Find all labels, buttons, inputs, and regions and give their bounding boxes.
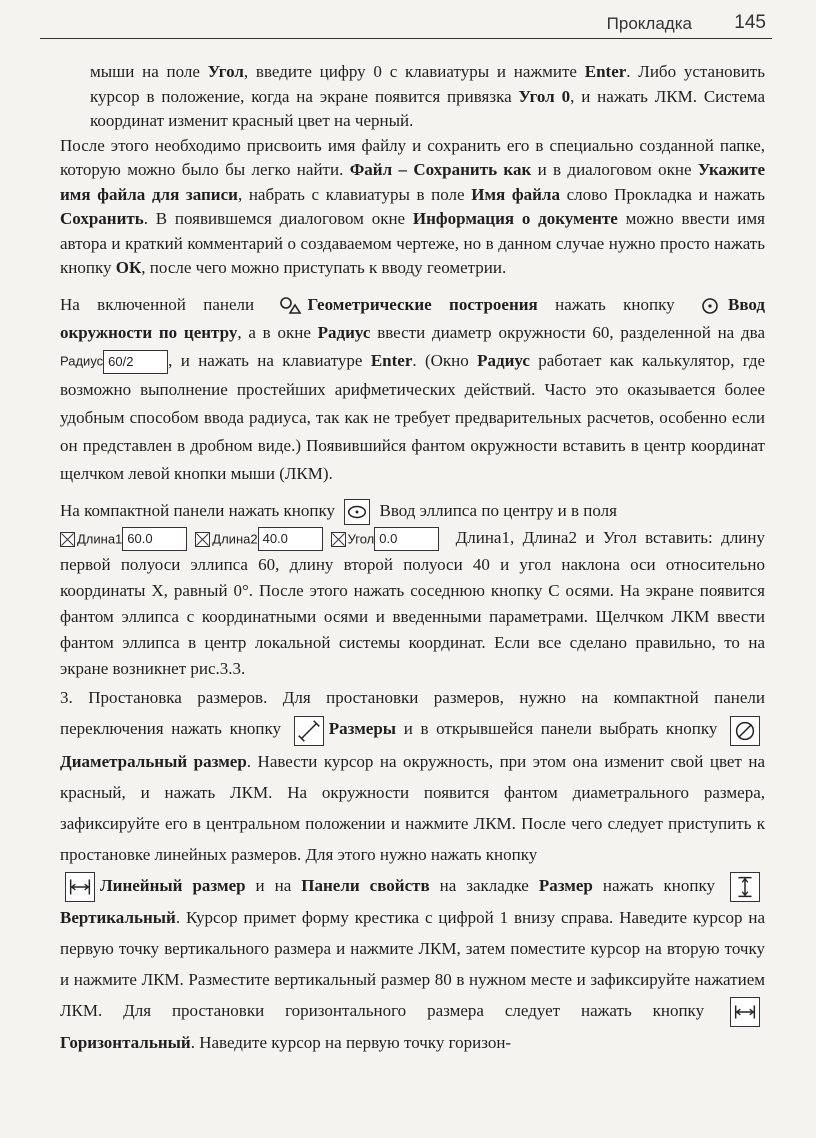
geometry-panel-icon <box>277 293 303 319</box>
angle-field: Угол 0.0 <box>331 526 440 553</box>
radius-input[interactable]: 60/2 <box>103 350 168 374</box>
vertical-dimension-icon <box>730 872 760 902</box>
diameter-dimension-icon <box>730 716 760 746</box>
paragraph-2: После этого необходимо присвоить имя файлу и сохранить его в специально созданной папке, которую можно было бы легко найти. Файл – Сохранить как и в диалоговом окне Укажите имя файла для записи, набрать с клавиатуры в поле Имя файла слово Прокладка и нажать Сохранить. В появившемся диалоговом окне Информация о документе можно ввести имя автора и краткий комментарий о создаваемом чертеже, но в данном случае нужно просто нажать кнопку ОК, после чего можно приступать к вводу геометрии. <box>60 135 765 277</box>
linear-dimension-icon <box>65 872 95 902</box>
length1-input[interactable]: 60.0 <box>122 527 187 551</box>
length2-checkbox[interactable] <box>195 532 210 547</box>
length2-input[interactable]: 40.0 <box>258 527 323 551</box>
length2-field: Длина2 40.0 <box>195 526 322 553</box>
horizontal-dimension-icon <box>730 997 760 1027</box>
ellipse-center-icon <box>344 499 370 525</box>
page-body <box>60 60 765 1058</box>
length1-field: Длина1 60.0 <box>60 526 187 553</box>
angle-input[interactable]: 0.0 <box>374 527 439 551</box>
angle-checkbox[interactable] <box>331 532 346 547</box>
paragraph-1: мыши на поле Угол, введите цифру 0 с клавиатуры и нажмите Enter. Либо установить курсор в положение, когда на экране появится привязка Угол 0, и нажать ЛКМ. Система координат изменит красный цвет на черный. <box>90 62 765 130</box>
radius-field: Радиус 60/2 <box>60 347 168 376</box>
running-title: Прокладка <box>606 14 692 33</box>
paragraph-3: На включенной панели Геометрические построения нажать кнопку Ввод окружности по центру, а в окне Радиус ввести диаметр окружности 60, разделенной на два Радиус 60/2 , и нажать на клавиатуре Enter. (Окно Радиус работает как калькулятор, где возможно выполнение простейших арифметических действий. Часто это оказывается более удобным способом ввода радиуса, так как не требует предварительных расчетов, особенно если он представлен в дробном виде.) Появившийся фантом окружности вставить в центр координат щелчком левой кнопки мыши (ЛКМ). <box>60 294 766 483</box>
dimensions-icon <box>294 716 324 746</box>
circle-center-icon <box>697 293 723 319</box>
page-number: 145 <box>734 12 766 33</box>
page-header <box>40 8 772 39</box>
paragraph-4: На компактной панели нажать кнопку Ввод эллипса по центру и в поля Длина1 60.0 Длина2 40.0 Угол 0.0 Длина1, Длина2 и Угол вставить: длину первой полуоси эллипса 60, длину второй полуоси 40 и угол наклона оси относительно координаты X, равный 0°. После этого нажать соседнюю кнопку С осями. На экране появится фантом эллипса с координатными осями и введенными параметрами. Щелчком ЛКМ ввести фантом эллипса в центр локальной системы координат. Если все сделано правильно, то на экране возникнет рис.3.3. <box>60 500 765 679</box>
length1-checkbox[interactable] <box>60 532 75 547</box>
paragraph-5: 3. Простановка размеров. Для простановки размеров, нужно на компактной панели переключения нажать кнопку Размеры и в открывшейся панели выбрать кнопку Диаметральный размер. Навести курсор на окружность, при этом она изменит свой цвет на красный, и нажать ЛКМ. На окружности появится фантом диаметрального размера, зафиксируйте его в центральном положении и нажмите ЛКМ. После чего следует приступить к простановке линейных размеров. Для этого нужно нажать кнопку Линейный размер и на Панели свойств на закладке Размер нажать кнопку Вертикальный. Курсор примет форму крестика с цифрой 1 внизу справа. Наведите курсор на первую точку вертикального размера и нажмите ЛКМ, затем поместите курсор на вторую точку и нажмите ЛКМ. Разместите вертикальный размер 80 в нужном месте и зафиксируйте нажатием ЛКМ. Для простановки горизонтального размера следует нажать кнопку Горизонтальный. Наведите курсор на первую точку горизон- <box>60 688 765 1052</box>
